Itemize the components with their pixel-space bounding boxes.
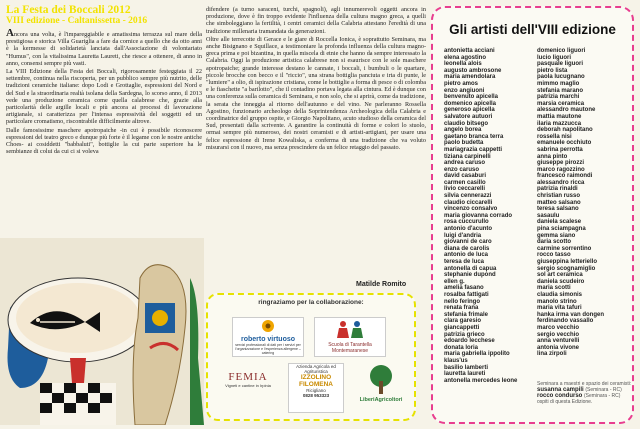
artist-name: antonio de luca bbox=[444, 252, 489, 259]
artist-name: anna venturelli bbox=[537, 338, 580, 345]
artist-name: daniela scalese bbox=[537, 219, 582, 226]
sponsor-description: Vigneti e cantine in Irpinia bbox=[225, 383, 271, 388]
artist-name: elena agostino bbox=[444, 54, 487, 61]
artist-name: carmine sorrentino bbox=[537, 245, 592, 252]
sponsors-box bbox=[206, 293, 416, 421]
sunflower-icon bbox=[233, 318, 303, 334]
article-kicker bbox=[4, 4, 202, 26]
artist-name: claudio bitsego bbox=[444, 120, 489, 127]
artist-name: carmen casillo bbox=[444, 179, 486, 186]
artist-name: rosa cuccurullo bbox=[444, 219, 489, 226]
artist-name: teresa de luca bbox=[444, 259, 485, 265]
artist-name: mariagrazia cappetti bbox=[444, 146, 503, 153]
artist-name: pasquale liguori bbox=[537, 61, 584, 68]
guests-note-block bbox=[537, 381, 632, 405]
artist-name: lina zirpoli bbox=[537, 351, 567, 358]
article-body-left bbox=[6, 29, 202, 155]
artist-name: deborah napolitano bbox=[537, 127, 593, 134]
artist-name: alessandro mautone bbox=[537, 107, 596, 114]
paragraph-text: ncora una volta, è l'impareggiabile e amatissima terrazza sul mare della prestigiosa e storica Villa Guariglia a fare da cornice a quello che da otto anni è la kermesse di solidarietà lanciata dall'Associazione di volontariato "Humus", con la vitalissima Lauretta Laureti, che riesce a ottenere, di anno in anno, consensi sempre più vasti. bbox=[6, 31, 202, 67]
artist-name: antonella di capua bbox=[444, 265, 497, 272]
artist-name: giancappetti bbox=[444, 324, 480, 331]
artist-name: andrea caruso bbox=[444, 160, 486, 167]
sponsor-description: Azienda Agricola ed Agrituristica bbox=[296, 364, 336, 374]
artist-name: maria giovanna corrado bbox=[444, 212, 513, 219]
artist-name: pietro amos bbox=[444, 80, 479, 87]
artist-name: edoardo lecchese bbox=[444, 338, 495, 345]
artist-name: amelia fasano bbox=[444, 285, 484, 292]
artist-name: stefania marano bbox=[537, 87, 584, 94]
checkered-base bbox=[40, 383, 116, 425]
artist-name: matteo salsano bbox=[537, 199, 581, 206]
sponsor-name: IZZOLINO FILOMENA bbox=[299, 374, 333, 388]
artist-name: mimmo maglio bbox=[537, 80, 580, 87]
artists-list-col2 bbox=[537, 48, 604, 358]
artist-name: rossella nisi bbox=[537, 133, 572, 140]
tree-icon bbox=[352, 363, 410, 395]
artist-name: antonio d'acunto bbox=[444, 226, 493, 233]
kicker-title: La Festa dei Boccali 2012 bbox=[6, 4, 131, 16]
artist-name: mattia mautone bbox=[537, 113, 582, 120]
artist-name: ferdinando vassallo bbox=[537, 318, 594, 325]
artist-name: luigi d'andria bbox=[444, 232, 482, 239]
drop-cap: A bbox=[6, 27, 14, 39]
artist-name: maria scotti bbox=[537, 285, 571, 292]
artist-name: pina sciampagna bbox=[537, 226, 586, 233]
ceramic-vase-illustration bbox=[0, 238, 204, 425]
artist-name: ellen g. bbox=[444, 278, 465, 285]
artist-name: enzo caruso bbox=[444, 166, 480, 173]
artist-name: patrizia grieco bbox=[444, 331, 485, 338]
artist-name: daria scotto bbox=[537, 239, 572, 246]
artist-name: claudia simonis bbox=[537, 291, 583, 298]
sponsor-phone: 0828 953323 bbox=[302, 393, 330, 398]
artist-name: pietro lista bbox=[537, 67, 568, 74]
sponsor-name: LiberiAgricoltori bbox=[359, 397, 403, 403]
artist-name: daniela scudeiro bbox=[537, 278, 585, 285]
sponsor-description: servizi professionali di dati per i servizi per l'organizzazione e l'esperienza allergene – catering bbox=[235, 343, 301, 355]
paragraph: La VIII Edizione della Festa dei Boccali, rigorosamente festeggiata il 22 settembre, continua nella riscoperta, per un pubblico sempre più nutrito, delle tradizioni ceramiche italiane: dopo Lodi e Grottaglie, espressioni del Nord e del Sud e la straordinaria realtà isolana della Sardegna, lo scorso anno, il 2013 vede una produzione ceramica come quella calabrese che, grazie alla particolarità delle argille locali e più ancora ai processi di lavorazione artigianale, si caratterizza per l'intensa espressività del soggetti ed un particolare cromatismo, riscontrabile difficilmente altrove. bbox=[6, 68, 202, 126]
artist-name: antonia vivone bbox=[537, 344, 580, 351]
artist-name: ilaria mazzucca bbox=[537, 120, 582, 127]
artist-name: renata frana bbox=[444, 305, 479, 312]
artist-name: anna pinto bbox=[537, 153, 568, 160]
dancers-icon bbox=[315, 318, 385, 340]
artist-name: patrizia marchi bbox=[537, 94, 580, 101]
kicker-subtitle: VIII edizione - Caltanissetta - 2016 bbox=[6, 16, 148, 26]
artist-name: gaetano branca terra bbox=[444, 133, 504, 140]
artist-name: francesco raimondi bbox=[537, 173, 593, 180]
artist-name: antonietta acciani bbox=[444, 48, 495, 54]
artist-name: livio ceccarelli bbox=[444, 186, 486, 193]
artist-name: giovanni de caro bbox=[444, 239, 492, 246]
artist-name: giuseppe pirozzi bbox=[537, 160, 585, 167]
artist-name: antonella mercedes leone bbox=[444, 377, 518, 384]
guests-note: Seminara a maestri e spazio dei ceramisti: bbox=[537, 381, 632, 387]
paragraph: Dalle famosissime maschere apotropaiche -in cui è possibile riconoscere espressioni del teatro greco e dunque più forte è il legame con le nostre antiche Choes- ai cosiddetti "babbaluti", bottiglie la cui parte superiore ha le sembianze di colui da cui ci si voleva bbox=[6, 126, 202, 156]
artist-name: teresa salsano bbox=[537, 206, 579, 213]
guest-place: (Seminara - RC) bbox=[585, 387, 622, 393]
sponsor-place: Ricigliano bbox=[306, 388, 326, 393]
article-body-middle bbox=[206, 6, 426, 151]
guest-place: (Seminara - RC) bbox=[584, 393, 621, 399]
guest-name: susanna campili bbox=[537, 387, 584, 393]
artist-name: vincenzo consalvo bbox=[444, 206, 498, 213]
guest-name: rocco condurso bbox=[537, 393, 583, 399]
artist-name: manolo strino bbox=[537, 298, 577, 305]
artist-name: silvia cennerazzi bbox=[444, 193, 492, 200]
ceramic-photo bbox=[0, 238, 204, 425]
artist-name: klaus'us bbox=[444, 357, 468, 364]
artist-name: nello feringo bbox=[444, 298, 480, 305]
guests-thanks-note: ospiti di questa Edizione. bbox=[537, 399, 593, 405]
artist-name: sergio vecchio bbox=[537, 331, 580, 338]
sponsor-logo-tarantella bbox=[314, 317, 386, 357]
artist-name: leonella alois bbox=[444, 61, 482, 68]
artist-name: david casaburi bbox=[444, 173, 487, 180]
artist-name: rosalba fattigati bbox=[444, 291, 489, 298]
paragraph: Oltre alle terrecotte di Gerace e le giare di Roccella Ionica, è soprattutto Seminara, ma anche Bisignano e Squillace, a testimoniare la profonda influenza della cultura magno-greca prima e poi bizantina, in quella miscela di etnie che hanno da sempre interessato la Calabria. Oggi la produzione artistica calabrese non si esaurisce con le sole maschere apotropaiche; grande interesse destano le cannate, i boccali, i bumbuli o le quartare, piccole brocche con becco e il "riccio", una strana bottiglia panciuta e irta di punte, le "lumiere" a olio, di ispirazione cristiana, come le bottiglie a forma di pesce o di colomba e le fiaschette "a barilotto", che il contadino portava legata alla cintura. Ed è dunque con una conferenza sulla ceramica di Seminara, e non solo, che si aprirà, come da tradizione, la serata che inneggia al ritorno dell'autunno e del vino. Ne parleranno Rossella Agostino, funzionario archeologo della Soprintendenza Archeologica della Calabria e coordinatrice del gruppo ospite, e Giorgio Napolitano, acuto studioso della ceramica del Sud, presentati dalla scrivente. A garantire la continuità di forme e colori lo stuolo, ormai sempre più numeroso, dei nostri ceramisti e di artisti-artigiani, per usare una felice espressione di Irene Kowaliska, a conferma di una tradizione che va voluto misurarsi con il nuovo, ma senza prescindere da un felice retaggio del passato. bbox=[206, 35, 426, 151]
artist-name: tiziana carpinelli bbox=[444, 153, 491, 160]
artist-name: domenico apicella bbox=[444, 100, 497, 107]
artist-name: basilio lamberti bbox=[444, 364, 489, 371]
artist-name: hanka irma van dongen bbox=[537, 311, 605, 318]
artist-name: alessandro ricca bbox=[537, 179, 585, 186]
artist-name: generoso apicella bbox=[444, 107, 495, 114]
artist-name: marsia ceramica bbox=[537, 100, 585, 107]
artist-name: rocco tasso bbox=[537, 252, 571, 259]
artist-name: giuseppina letteriello bbox=[537, 259, 598, 265]
paragraph bbox=[6, 29, 202, 67]
artist-name: patrizia rinaldi bbox=[537, 186, 578, 193]
artist-name: lucio liguori bbox=[537, 54, 571, 61]
artists-title: Gli artisti dell'VIII edizione bbox=[449, 22, 616, 37]
artist-name: augusto ambrosone bbox=[444, 67, 502, 74]
author-signature: Matilde Romito bbox=[356, 281, 407, 288]
artist-name: maria gabriella ippolito bbox=[444, 351, 510, 358]
sponsor-name: Scuola di Tarantella Montemaranese bbox=[328, 342, 372, 354]
artist-name: benvenuto apicella bbox=[444, 94, 499, 101]
artist-name: salvatore autuori bbox=[444, 113, 493, 120]
sponsor-name: FEMIA bbox=[228, 371, 268, 383]
artist-name: marco ragozzino bbox=[537, 166, 585, 173]
artist-name: gemma siano bbox=[537, 232, 576, 239]
artist-name: maria vita tafuri bbox=[537, 305, 582, 312]
sponsor-logo-roberto-virtuoso bbox=[232, 317, 304, 357]
sponsor-logo-liberi-agricoltori bbox=[352, 363, 410, 413]
artist-name: angelo borea bbox=[444, 127, 482, 134]
artist-name: paola lucugnano bbox=[537, 74, 585, 81]
artist-name: sabrina perrotta bbox=[537, 146, 583, 153]
artist-name: sasaulu bbox=[537, 212, 560, 219]
sponsor-logo-femia bbox=[218, 365, 278, 399]
artist-name: paolo budetta bbox=[444, 140, 484, 147]
artist-name: christian russo bbox=[537, 193, 581, 200]
sponsor-name: roberto virtuoso bbox=[240, 336, 296, 343]
artist-name: clara garesio bbox=[444, 318, 482, 325]
article-middle-column bbox=[206, 6, 426, 152]
artist-name: stefania frimale bbox=[444, 311, 489, 318]
sponsors-title: ringraziamo per la collaborazione: bbox=[258, 299, 364, 306]
sponsor-logo-izzolino bbox=[288, 363, 344, 413]
artist-name: marco vecchio bbox=[537, 324, 580, 331]
artist-name: diana de carolis bbox=[444, 245, 490, 252]
paragraph: difendere (a turno saraceni, turchi, spagnoli), agli innumerevoli oggetti ancora in produzione, dove è fin troppo evidente l'influenza della cultura magno greca, a quelli che simboleggiano la fertilità, i centri ceramici della Calabria attestano l'eredità di una tradizione millenaria tramandata da generazioni. bbox=[206, 6, 426, 35]
artist-name: claudio ciccarelli bbox=[444, 199, 493, 206]
artist-name: sol art ceramica bbox=[537, 272, 583, 279]
artist-name: maria amendolara bbox=[444, 74, 496, 81]
artist-name: sergio scognamiglio bbox=[537, 265, 596, 272]
artist-name: emanuele occhiuto bbox=[537, 140, 592, 147]
artist-name: domenico liguori bbox=[537, 48, 586, 54]
artist-name: enzo angiuoni bbox=[444, 87, 485, 94]
artists-box bbox=[431, 6, 634, 424]
artist-name: stephanie dupond bbox=[444, 272, 496, 279]
artist-name: donata loria bbox=[444, 344, 479, 351]
artists-list-col1 bbox=[444, 48, 517, 384]
artist-name: lauretta laureti bbox=[444, 371, 486, 378]
